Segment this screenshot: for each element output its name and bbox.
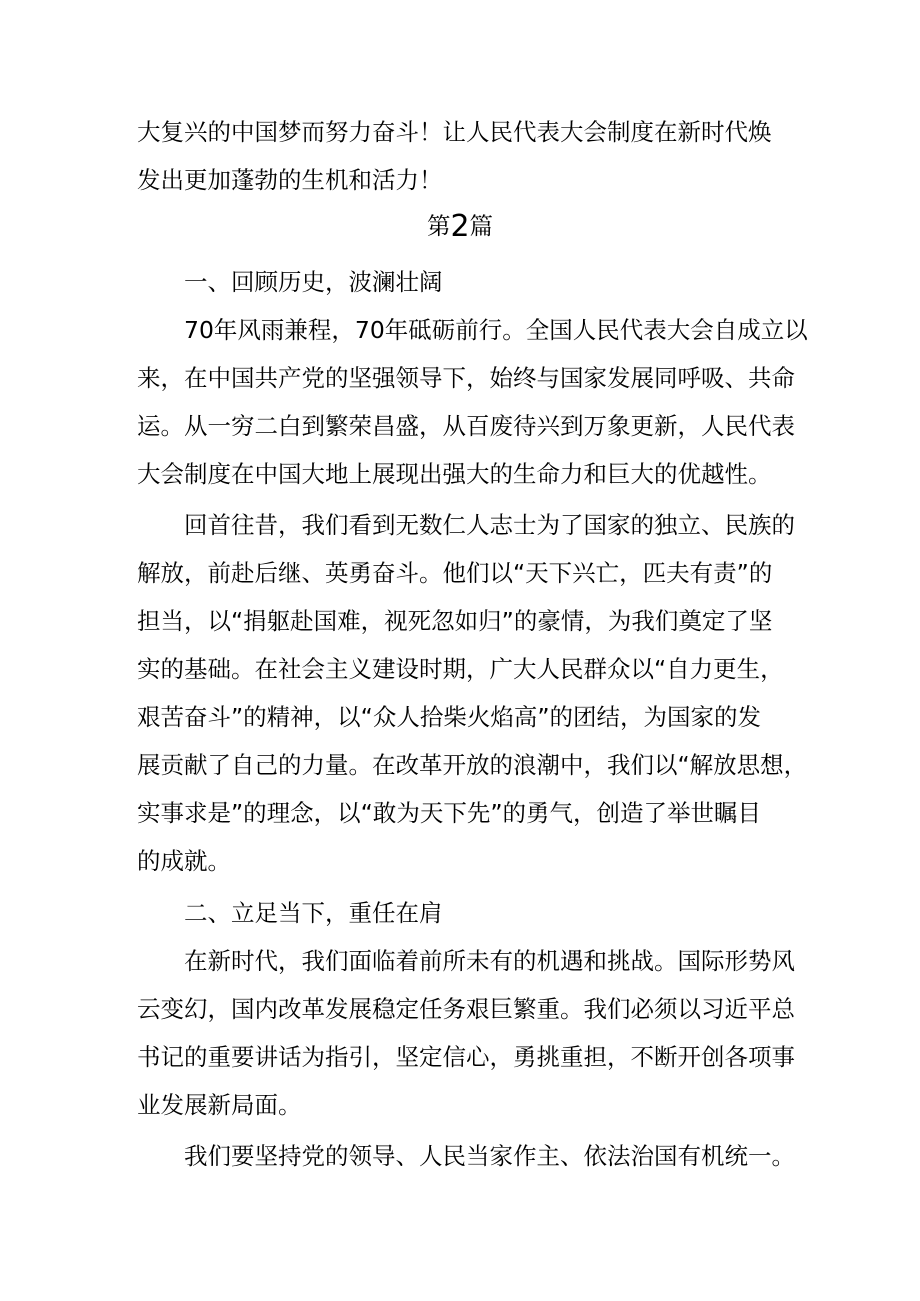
title-number: 2 (450, 209, 470, 244)
para1-line-3: 运。从一穷二白到繁荣昌盛，从百废待兴到万象更新，人民代表 (137, 412, 795, 440)
para1-line-2: 来，在中国共产党的坚强领导下，始终与国家发展同呼吸、共命 (137, 364, 795, 392)
para2-line-2: 解放，前赴后继、英勇奋斗。他们以“天下兴亡，匹夫有责”的 (137, 559, 773, 587)
para3-line-3: 书记的重要讲话为指引，坚定信心，勇挑重担，不断开创各项事 (137, 1043, 795, 1071)
para1-line-1: 70年风雨兼程，70年砥砺前行。全国人民代表大会自成立以 (184, 316, 808, 344)
heading-review-history: 一、回顾历史，波澜壮阔 (184, 268, 443, 296)
para1-line-4: 大会制度在中国大地上展现出强大的生命力和巨大的优越性。 (137, 460, 772, 488)
para2-line-7: 实事求是”的理念，以“敢为天下先”的勇气，创造了举世瞩目 (137, 799, 762, 827)
para2-line-4: 实的基础。在社会主义建设时期，广大人民群众以“自力更生， (137, 655, 784, 683)
para3-line-1: 在新时代，我们面临着前所未有的机遇和挑战。国际形势风 (184, 947, 795, 975)
para2-line-3: 担当，以“捐躯赴国难，视死忽如归”的豪情，为我们奠定了坚 (137, 607, 773, 635)
title-suffix: 篇 (469, 212, 494, 240)
intro-line-1: 大复兴的中国梦而努力奋斗！让人民代表大会制度在新时代焕 (137, 118, 772, 146)
para2-line-5: 艰苦奋斗”的精神，以“众人拾柴火焰高”的团结，为国家的发 (137, 703, 762, 731)
title-prefix: 第 (426, 212, 451, 240)
para4-line-1: 我们要坚持党的领导、人民当家作主、依法治国有机统一。 (184, 1142, 795, 1170)
para2-line-8: 的成就。 (137, 847, 231, 875)
para2-line-6: 展贡献了自己的力量。在改革开放的浪潮中，我们以“解放思想， (137, 751, 808, 779)
para2-line-1: 回首往昔，我们看到无数仁人志士为了国家的独立、民族的 (184, 511, 795, 539)
intro-line-2: 发出更加蓬勃的生机和活力！ (137, 166, 443, 194)
para3-line-4: 业发展新局面。 (137, 1091, 302, 1119)
heading-present-duty: 二、立足当下，重任在肩 (184, 899, 443, 927)
section-title (0, 209, 920, 244)
para3-line-2: 云变幻，国内改革发展稳定任务艰巨繁重。我们必须以习近平总 (137, 995, 795, 1023)
